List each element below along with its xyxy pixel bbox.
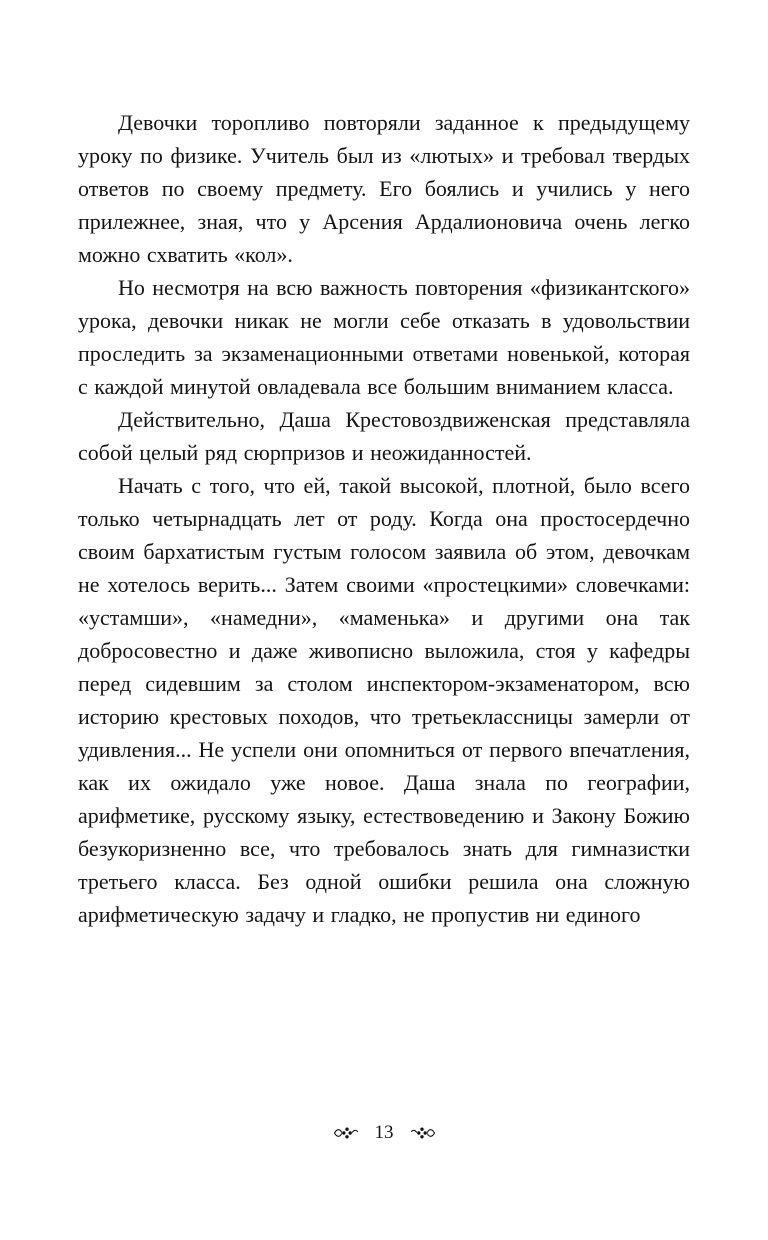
- paragraph-4: Начать с того, что ей, такой высокой, плотной, было всего только четырнадцать лет от роду. Когда она простосердечно своим бархатистым густым голосом заявила об этом, девочкам не хотелось верить... Затем своими «простецкими» словечками: «устамши», «намедни», «маменька» и другими она так добросовестно и даже живописно выложила, стоя у кафедры перед сидевшим за столом инспектором-экзаменатором, всю историю крестовых походов, что третьеклассницы замерли от удивления... Не успели они опомниться от первого впечатления, как их ожидало уже новое. Даша знала по географии, арифметике, русскому языку, естествоведению и Закону Божию безукоризненно все, что требовалось знать для гимназистки третьего класса. Без одной ошибки решила она сложную арифметическую задачу и гладко, не пропустив ни единого: [78, 473, 690, 927]
- paragraph-2: Но несмотря на всю важность повторения «физикантского» урока, девочки никак не могли себе отказать в удовольствии проследить за экзаменационными ответами новенькой, которая с каждой минутой овладевала все большим вниманием класса.: [78, 275, 690, 399]
- page-footer: [0, 1122, 768, 1144]
- fleuron-right-icon: [410, 1126, 436, 1140]
- page-number: 13: [374, 1122, 394, 1143]
- page-text: [78, 106, 690, 931]
- paragraph-3: Действительно, Даша Крестовоздвиженская представляла собой целый ряд сюрпризов и неожиданностей.: [78, 407, 690, 465]
- paragraph-1: Девочки торопливо повторяли заданное к предыдущему уроку по физике. Учитель был из «лютых» и требовал твердых ответов по своему предмету. Его боялись и учились у него прилежнее, зная, что у Арсения Ардалионовича очень легко можно схватить «кол».: [78, 110, 690, 267]
- fleuron-left-icon: [333, 1126, 359, 1140]
